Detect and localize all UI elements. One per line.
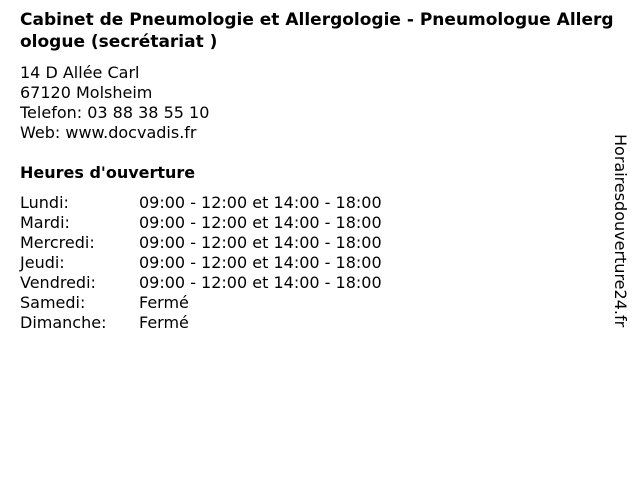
- opening-hours-heading: Heures d'ouverture: [20, 163, 196, 182]
- opening-hours-table: [20, 193, 382, 333]
- page-title: Cabinet de Pneumologie et Allergologie - Pneumologue Allergologue (secrétariat ): [20, 10, 614, 52]
- day-label: Dimanche:: [20, 313, 107, 332]
- site-brand-watermark: Horairesdouverture24.fr: [611, 134, 630, 328]
- day-label: Lundi:: [20, 193, 69, 212]
- time-value: Fermé: [139, 313, 189, 332]
- day-label: Jeudi:: [20, 253, 65, 272]
- phone-number: Telefon: 03 88 38 55 10: [20, 103, 210, 122]
- website: Web: www.docvadis.fr: [20, 123, 197, 142]
- day-label: Mardi:: [20, 213, 70, 232]
- time-value: 09:00 - 12:00 et 14:00 - 18:00: [139, 253, 382, 272]
- hours-row-monday: [20, 193, 382, 213]
- time-value: Fermé: [139, 293, 189, 312]
- street-address: 14 D Allée Carl: [20, 63, 140, 82]
- time-value: 09:00 - 12:00 et 14:00 - 18:00: [139, 233, 382, 252]
- address-block: [20, 63, 209, 143]
- city-postcode: 67120 Molsheim: [20, 83, 153, 102]
- time-value: 09:00 - 12:00 et 14:00 - 18:00: [139, 193, 382, 212]
- hours-row-thursday: [20, 253, 382, 273]
- hours-row-sunday: [20, 313, 382, 333]
- day-label: Mercredi:: [20, 233, 95, 252]
- time-value: 09:00 - 12:00 et 14:00 - 18:00: [139, 213, 382, 232]
- time-value: 09:00 - 12:00 et 14:00 - 18:00: [139, 273, 382, 292]
- hours-row-wednesday: [20, 233, 382, 253]
- hours-row-tuesday: [20, 213, 382, 233]
- hours-row-friday: [20, 273, 382, 293]
- hours-row-saturday: [20, 293, 382, 313]
- day-label: Samedi:: [20, 293, 86, 312]
- day-label: Vendredi:: [20, 273, 96, 292]
